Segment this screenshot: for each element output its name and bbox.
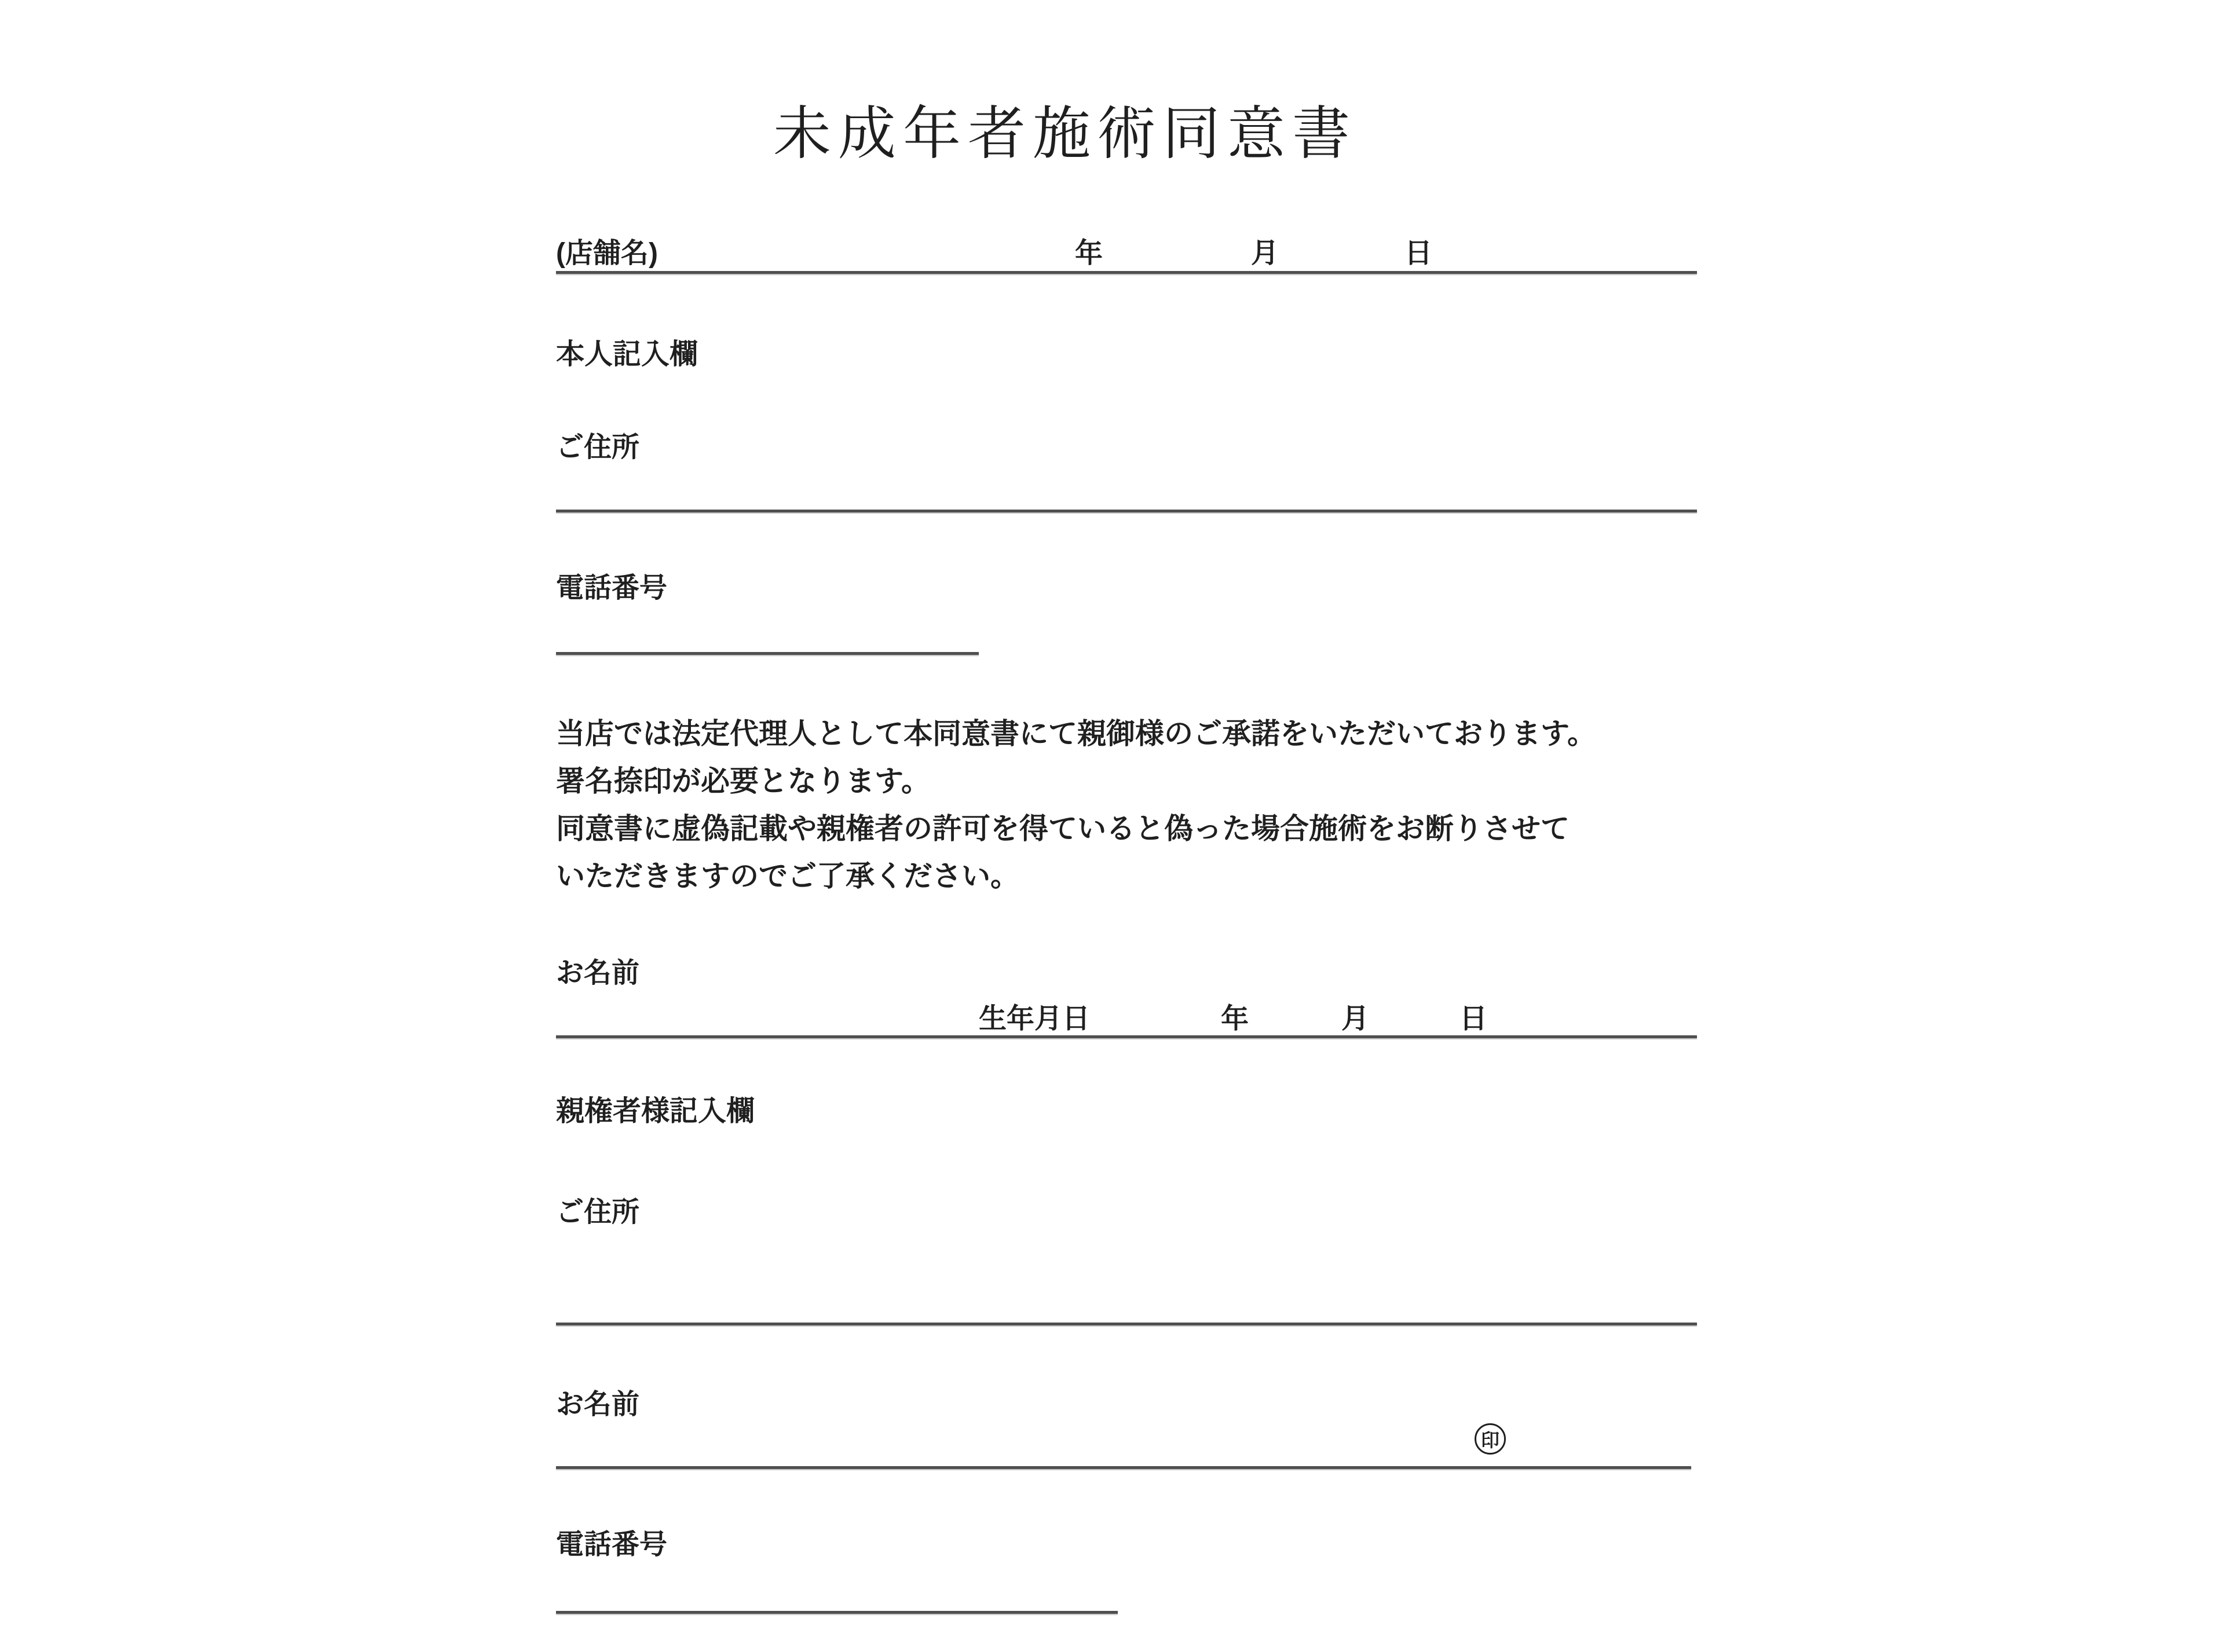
notice-line: 同意書に虚偽記載や親権者の許可を得ていると偽った場合施術をお断りさせて — [556, 812, 1570, 845]
store-name-label: (店舗名) — [556, 238, 658, 269]
self-section-heading: 本人記入欄 — [556, 339, 698, 370]
birth-day-label: 日 — [1460, 1003, 1488, 1034]
self-address-label: ご住所 — [556, 432, 640, 463]
header-year-label: 年 — [1075, 238, 1103, 269]
notice-paragraph — [556, 710, 1656, 900]
notice-line: 当店では法定代理人として本同意書にて親御様のご承諾をいただいております。 — [556, 717, 1596, 750]
birth-year-label: 年 — [1221, 1003, 1249, 1034]
self-name-label: お名前 — [556, 958, 640, 988]
self-address-underline — [556, 510, 1697, 512]
header-month-label: 月 — [1251, 238, 1279, 269]
self-phone-label: 電話番号 — [556, 573, 668, 603]
notice-line: 署名捺印が必要となります。 — [556, 765, 930, 797]
store-date-underline — [556, 271, 1697, 274]
self-phone-underline — [556, 652, 979, 655]
guardian-phone-underline — [556, 1611, 1118, 1614]
notice-line: いただきますのでご了承ください。 — [556, 860, 1019, 892]
birthdate-label: 生年月日 — [979, 1003, 1091, 1034]
guardian-name-underline — [556, 1466, 1691, 1469]
birth-month-label: 月 — [1341, 1003, 1370, 1034]
guardian-phone-label: 電話番号 — [556, 1529, 668, 1560]
guardian-section-heading: 親権者様記入欄 — [556, 1096, 755, 1127]
page-title: 未成年者施術同意書 — [773, 101, 1357, 166]
inkan-stamp-icon: 印 — [1475, 1423, 1506, 1455]
header-day-label: 日 — [1404, 238, 1433, 269]
guardian-address-label: ご住所 — [556, 1197, 640, 1228]
guardian-address-underline — [556, 1323, 1697, 1325]
self-name-underline — [556, 1035, 1697, 1038]
guardian-name-label: お名前 — [556, 1389, 640, 1420]
